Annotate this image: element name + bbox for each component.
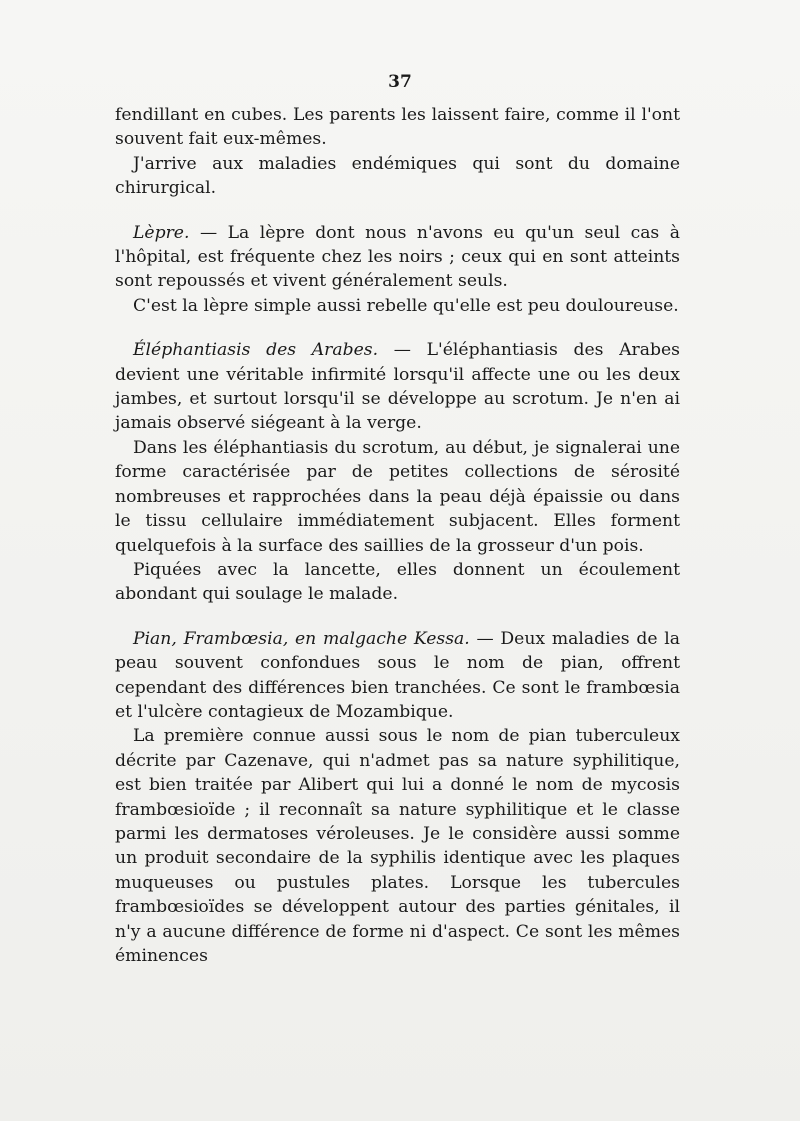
- paragraph-lepre: Lèpre. — La lèpre dont nous n'avons eu qu'un seul cas à l'hôpital, est fréquente chez les noirs ; ceux qui en sont atteints sont repoussés et vivent généralement seuls.: [115, 222, 680, 292]
- paragraph: J'arrive aux maladies endémiques qui sont du domaine chirurgical.: [115, 153, 680, 199]
- section-title: Pian, Frambœsia, en malgache Kessa.: [133, 628, 470, 649]
- paragraph: Piquées avec la lancette, elles donnent un écoulement abondant qui soulage le malade.: [115, 559, 680, 605]
- paragraph: C'est la lèpre simple aussi rebelle qu'elle est peu douloureuse.: [133, 295, 679, 316]
- paragraph: fendillant en cubes. Les parents les laissent faire, comme il l'ont souvent fait eux-mêmes.: [115, 105, 680, 150]
- paragraph-pian: Pian, Frambœsia, en malgache Kessa. — Deux maladies de la peau souvent confondues sous le nom de pian, offrent cependant des différences bien tranchées. Ce sont le frambœsia et l'ulcère contagieux de Mozambique.: [115, 628, 680, 722]
- body-text: [115, 103, 680, 968]
- paragraph-elephantiasis: Éléphantiasis des Arabes. — L'éléphantiasis des Arabes devient une véritable infirmité lorsqu'il affecte une ou les deux jambes, et surtout lorsqu'il se développe au scrotum. Je n'en ai jamais observé siégeant à la verge.: [115, 340, 680, 434]
- paragraph: La première connue aussi sous le nom de pian tuberculeux décrite par Cazenave, qui n'admet pas sa nature syphilitique, est bien traitée par Alibert qui lui a donné le nom de mycosis frambœsioïde ; il reconnaît sa nature syphilitique et le classe parmi les dermatoses véroleuses. Je le considère aussi somme un produit secondaire de la syphilis identique avec les plaques muqueuses ou pustules plates. Lorsque les tubercules frambœsioïdes se développent autour des parties génitales, il n'y a aucune différence de forme ni d'aspect. Ce sont les mêmes éminences: [115, 726, 680, 966]
- paragraph: Dans les éléphantiasis du scrotum, au début, je signalerai une forme caractérisée par de petites collections de sérosité nombreuses et rapprochées dans la peau déjà épaissie ou dans le tissu cellulaire immédiatement subjacent. Elles forment quelquefois à la surface des saillies de la grosseur d'un pois.: [115, 437, 680, 556]
- section-title: Éléphantiasis des Arabes.: [133, 340, 379, 361]
- section-title: Lèpre.: [133, 222, 190, 243]
- page-number: 37: [388, 72, 412, 92]
